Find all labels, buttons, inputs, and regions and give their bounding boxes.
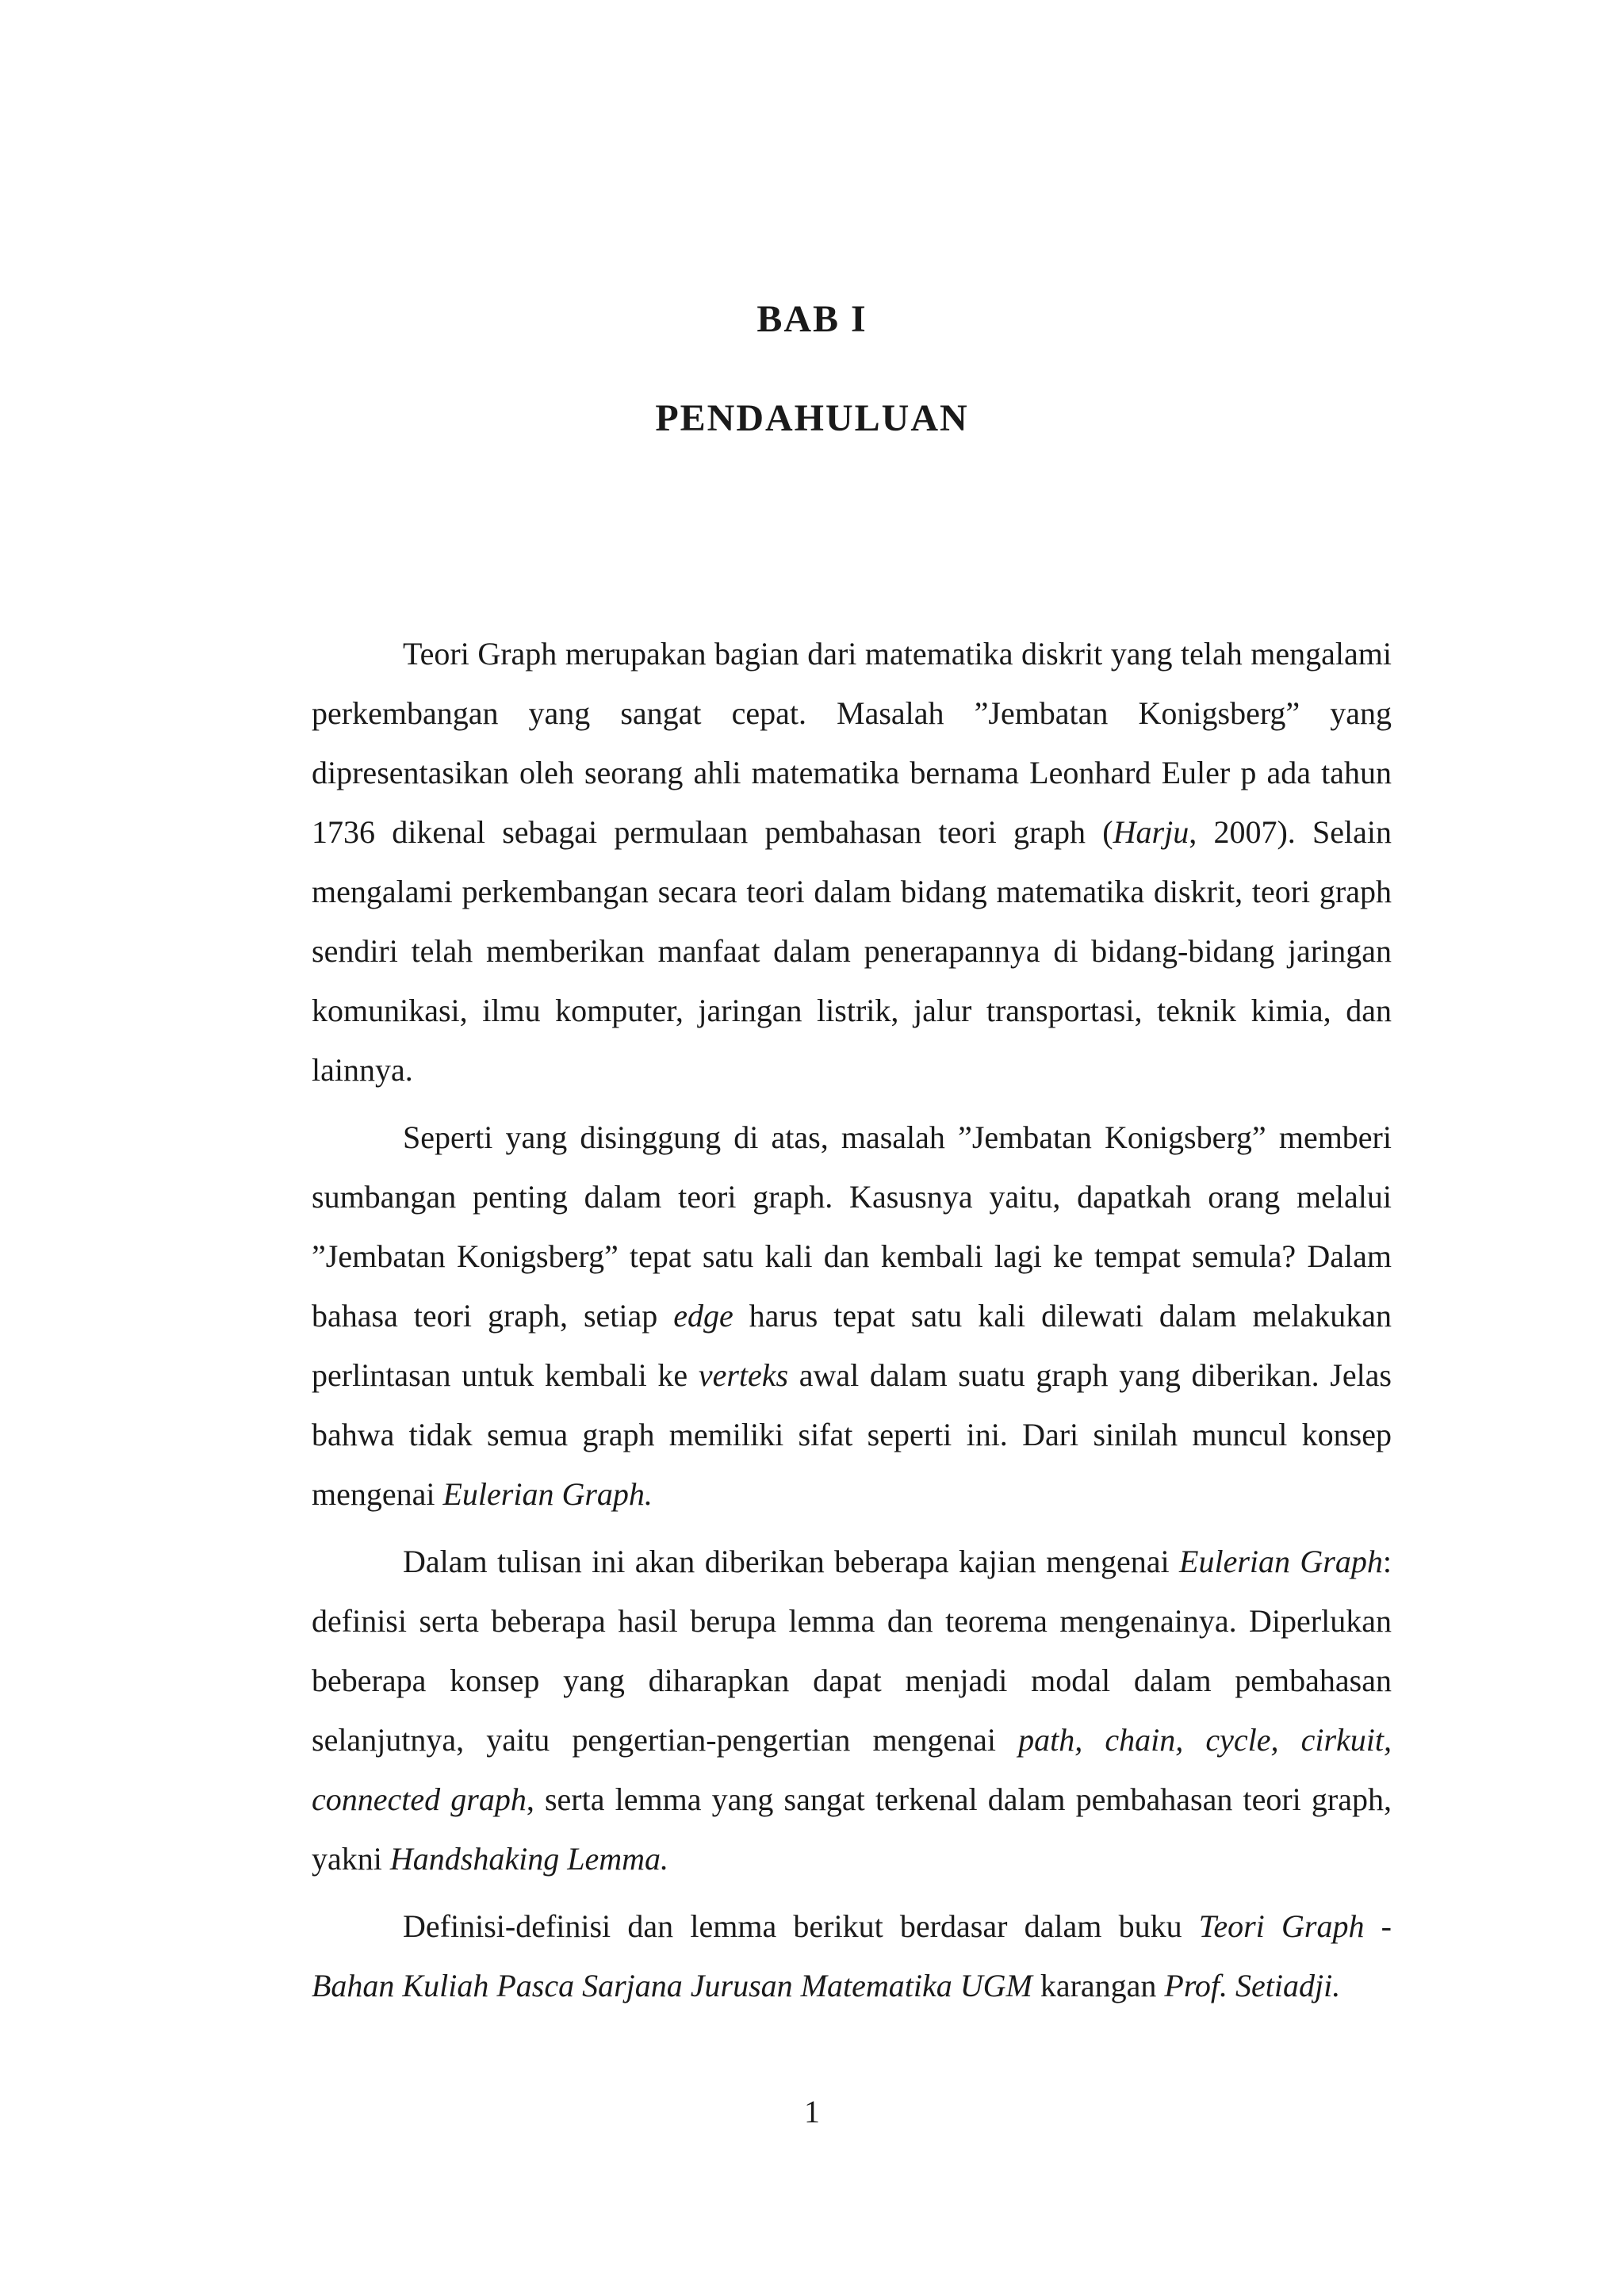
body-text: [312, 624, 1392, 2015]
citation-author: Harju: [1113, 814, 1189, 850]
paragraph-4: Definisi-definisi dan lemma berikut berdasar dalam buku Teori Graph - Bahan Kuliah Pasca Sarjana Jurusan Matematika UGM karangan Prof. Setiadji.: [312, 1908, 1392, 2003]
chapter-title: PENDAHULUAN: [655, 397, 969, 439]
paragraph-1: Teori Graph merupakan bagian dari matematika diskrit yang telah mengalami perkembangan yang sangat cepat. Masalah ”Jembatan Konigsberg” yang dipresentasikan oleh seorang ahli matematika bernama Leonhard Euler p ada tahun 1736 dikenal sebagai permulaan pembahasan teori graph (Harju, 2007). Selain mengalami perkembangan secara teori dalam bidang matematika diskrit, teori graph sendiri telah memberikan manfaat dalam penerapannya di bidang-bidang jaringan komunikasi, ilmu komputer, jaringan listrik, jalur transportasi, teknik kimia, dan lainnya.: [312, 636, 1392, 1088]
chapter-number: BAB I: [756, 298, 868, 340]
page-number: 1: [804, 2094, 820, 2130]
paragraph-2: Seperti yang disinggung di atas, masalah ”Jembatan Konigsberg” memberi sumbangan penting dalam teori graph. Kasusnya yaitu, dapatkah orang melalui ”Jembatan Konigsberg” tepat satu kali dan kembali lagi ke tempat semula? Dalam bahasa teori graph, setiap edge harus tepat satu kali dilewati dalam melakukan perlintasan untuk kembali ke verteks awal dalam suatu graph yang diberikan. Jelas bahwa tidak semua graph memiliki sifat seperti ini. Dari sinilah muncul konsep mengenai Eulerian Graph.: [312, 1119, 1392, 1512]
paragraph-3: Dalam tulisan ini akan diberikan beberapa kajian mengenai Eulerian Graph: definisi serta beberapa hasil berupa lemma dan teorema mengenainya. Diperlukan beberapa konsep yang diharapkan dapat menjadi modal dalam pembahasan selanjutnya, yaitu pengertian-pengertian mengenai path, chain, cycle, cirkuit, connected graph, serta lemma yang sangat terkenal dalam pembahasan teori graph, yakni Handshaking Lemma.: [312, 1544, 1392, 1877]
